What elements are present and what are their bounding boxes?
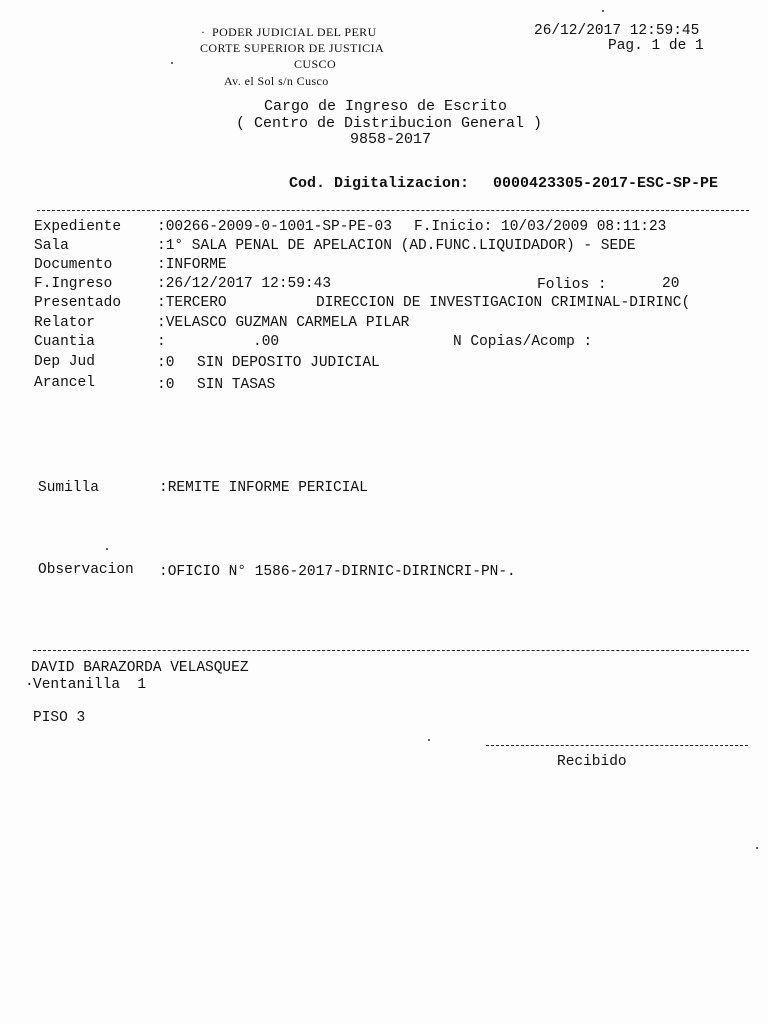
sumilla-label: Sumilla xyxy=(38,480,99,496)
header-address: Av. el Sol s/n Cusco xyxy=(224,74,329,88)
document-number: 9858-2017 xyxy=(350,131,432,148)
relator-label: Relator xyxy=(34,315,95,331)
documento-value: :INFORME xyxy=(157,257,227,273)
arancel-label: Arancel xyxy=(34,375,95,391)
cuantia-amount: .00 xyxy=(253,334,280,350)
cuantia-label: Cuantia xyxy=(34,334,95,350)
clerk-name: DAVID BARAZORDA VELASQUEZ xyxy=(31,660,249,676)
footer-bullet: · xyxy=(25,677,34,693)
f-ingreso-label: F.Ingreso xyxy=(34,276,113,292)
scan-speck xyxy=(171,62,173,64)
bottom-divider xyxy=(33,650,749,651)
documento-label: Documento xyxy=(34,257,113,273)
signature-line xyxy=(486,745,748,746)
relator-value: :VELASCO GUZMAN CARMELA PILAR xyxy=(157,315,410,331)
arancel-value: :0 xyxy=(157,377,175,393)
expediente-value: :00266-2009-0-1001-SP-PE-03 xyxy=(157,219,392,235)
header-datetime: 26/12/2017 12:59:45 xyxy=(534,23,700,39)
ventanilla: Ventanilla 1 xyxy=(33,677,147,693)
header-institution: PODER JUDICIAL DEL PERU xyxy=(212,25,377,39)
dep-jud-label: Dep Jud xyxy=(34,354,95,370)
scan-speck xyxy=(602,10,604,12)
page-number: Pag. 1 de 1 xyxy=(608,38,704,54)
presentado-entity: DIRECCION DE INVESTIGACION CRIMINAL-DIRINC( xyxy=(316,295,691,311)
sala-value: :1° SALA PENAL DE APELACION (AD.FUNC.LIQUIDADOR) - SEDE xyxy=(157,238,636,254)
top-divider xyxy=(37,210,749,211)
header-court: CORTE SUPERIOR DE JUSTICIA xyxy=(200,41,385,55)
observacion-value: :OFICIO N° 1586-2017-DIRNIC-DIRINCRI-PN-. xyxy=(159,564,516,580)
cod-digitalizacion-value: 0000423305-2017-ESC-SP-PE xyxy=(493,175,719,192)
sala-label: Sala xyxy=(34,238,69,254)
f-ingreso-value: :26/12/2017 12:59:43 xyxy=(157,276,332,292)
arancel-desc: SIN TASAS xyxy=(197,377,276,393)
recibido-label: Recibido xyxy=(557,754,627,770)
dep-jud-value: :0 xyxy=(157,355,175,371)
piso: PISO 3 xyxy=(33,710,86,726)
copias-label: N Copias/Acomp : xyxy=(453,334,593,350)
cuantia-colon: : xyxy=(157,334,166,350)
presentado-value: :TERCERO xyxy=(157,295,227,311)
header-city: CUSCO xyxy=(294,57,337,71)
document-title: Cargo de Ingreso de Escrito xyxy=(264,98,508,115)
sumilla-value: :REMITE INFORME PERICIAL xyxy=(159,480,368,496)
dep-jud-desc: SIN DEPOSITO JUDICIAL xyxy=(197,355,380,371)
presentado-label: Presentado xyxy=(34,295,122,311)
document-subtitle: ( Centro de Distribucion General ) xyxy=(236,115,543,132)
folios-label: Folios : xyxy=(537,277,607,293)
cod-digitalizacion-label: Cod. Digitalizacion: xyxy=(289,175,470,192)
header-bullet: · xyxy=(201,25,206,39)
expediente-label: Expediente xyxy=(34,219,122,235)
observacion-label: Observacion xyxy=(38,562,134,578)
folios-value: 20 xyxy=(662,276,680,292)
scan-speck xyxy=(106,548,108,550)
scan-speck xyxy=(756,847,758,849)
scan-speck xyxy=(428,739,430,741)
fecha-inicio: F.Inicio: 10/03/2009 08:11:23 xyxy=(414,219,667,235)
